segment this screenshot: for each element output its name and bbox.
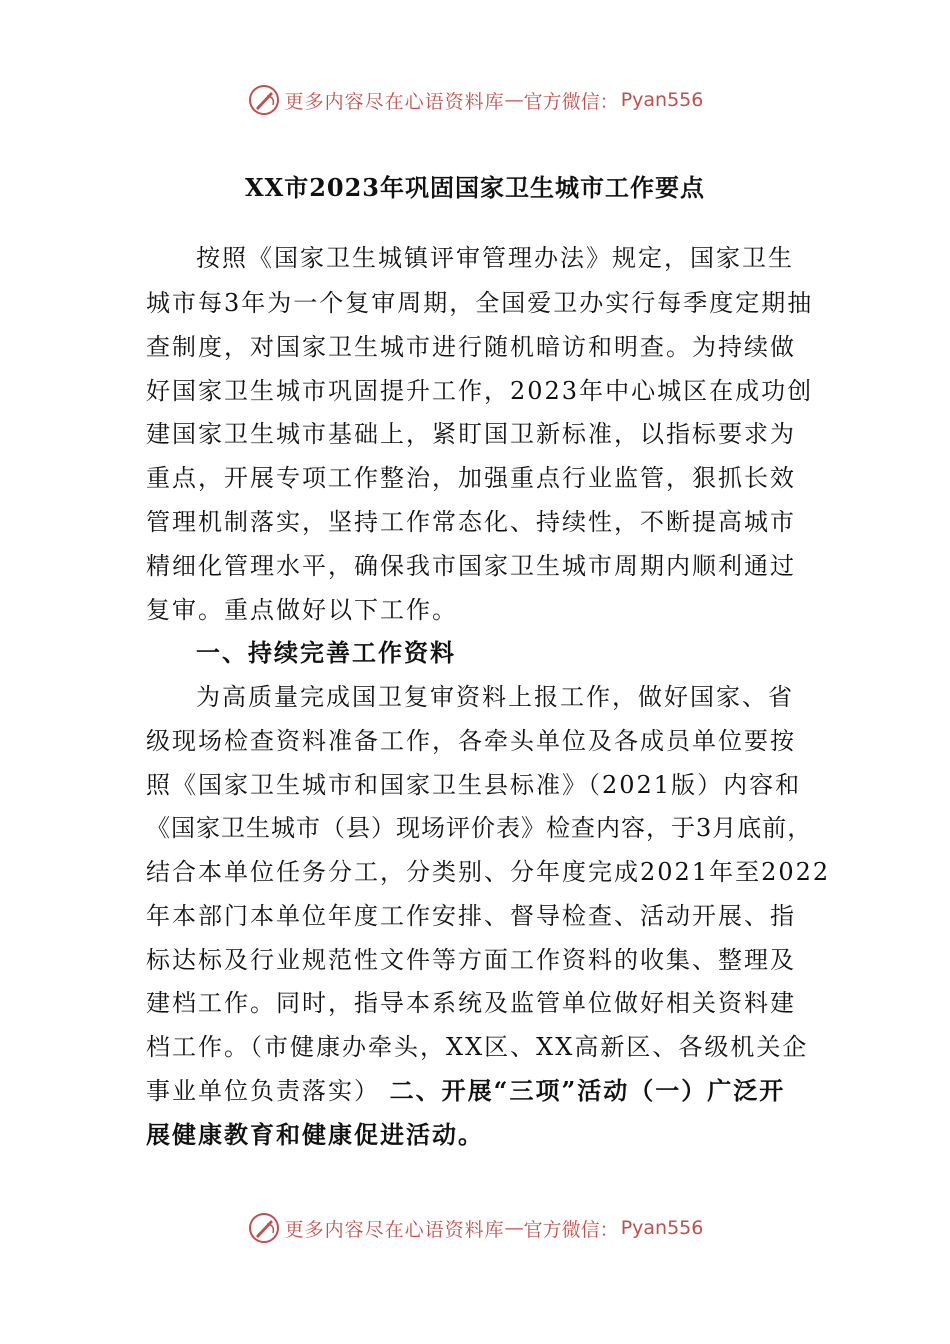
text-line: 建国家卫生城市基础上，紧盯国卫新标准，以指标要求为 xyxy=(146,420,796,448)
text-line: 结合本单位任务分工，分类别、分年度完成2021年至2022 xyxy=(146,858,831,886)
banner-handle: Pyan556 xyxy=(620,1217,704,1239)
text-line: 查制度，对国家卫生城市进行随机暗访和明查。为持续做 xyxy=(146,333,796,361)
section-heading-1: 一、持续完善工作资料 xyxy=(196,638,456,667)
footer-watermark xyxy=(0,1208,950,1248)
quill-logo-icon xyxy=(247,83,281,117)
text-line-with-heading xyxy=(146,1071,785,1106)
banner-suffix: 官方微信： xyxy=(523,90,619,113)
text-line: 精细化管理水平，确保我市国家卫生城市周期内顺利通过 xyxy=(146,552,796,580)
text-line: 年本部门本单位年度工作安排、督导检查、活动开展、指 xyxy=(146,902,796,930)
banner-handle: Pyan556 xyxy=(620,89,704,111)
banner-suffix: 官方微信： xyxy=(523,1218,619,1241)
quill-logo-icon xyxy=(247,1211,281,1245)
text-line: 标达标及行业规范性文件等方面工作资料的收集、整理及 xyxy=(146,946,796,974)
text-line: 管理机制落实，坚持工作常态化、持续性，不断提高城市 xyxy=(146,508,796,536)
banner-separator: — xyxy=(504,89,524,111)
text-line: 重点，开展专项工作整治，加强重点行业监管，狠抓长效 xyxy=(146,464,796,492)
text-line: 档工作。（市健康办牵头，XX区、XX高新区、各级机关企 xyxy=(146,1033,809,1061)
text-line: 建档工作。同时，指导本系统及监管单位做好相关资料建 xyxy=(146,989,796,1017)
section-heading-2: 二、开展“三项”活动（一）广泛开 xyxy=(389,1076,786,1105)
banner-brand: 更多内容尽在心语资料库 xyxy=(284,90,505,113)
header-watermark xyxy=(0,80,950,120)
banner-separator: — xyxy=(504,1217,524,1239)
text-line: 城市每3年为一个复审周期，全国爱卫办实行每季度定期抽 xyxy=(146,289,814,317)
text-line: 按照《国家卫生城镇评审管理办法》规定，国家卫生 xyxy=(196,244,794,272)
section-heading-2-cont: 展健康教育和健康促进活动。 xyxy=(146,1120,484,1149)
text-line: 为高质量完成国卫复审资料上报工作，做好国家、省 xyxy=(196,683,794,711)
text-line: 好国家卫生城市巩固提升工作，2023年中心城区在成功创 xyxy=(146,377,814,405)
text-line: 《国家卫生城市（县）现场评价表》检查内容，于3月底前， xyxy=(146,814,813,842)
text-line: 复审。重点做好以下工作。 xyxy=(146,596,458,624)
responsibility-note: 事业单位负责落实） xyxy=(146,1077,380,1105)
document-title: XX市2023年巩固国家卫生城市工作要点 xyxy=(244,173,706,202)
banner-brand: 更多内容尽在心语资料库 xyxy=(284,1218,505,1241)
text-line: 照《国家卫生城市和国家卫生县标准》（2021版）内容和 xyxy=(146,771,802,799)
text-line: 级现场检查资料准备工作，各牵头单位及各成员单位要按 xyxy=(146,727,796,755)
